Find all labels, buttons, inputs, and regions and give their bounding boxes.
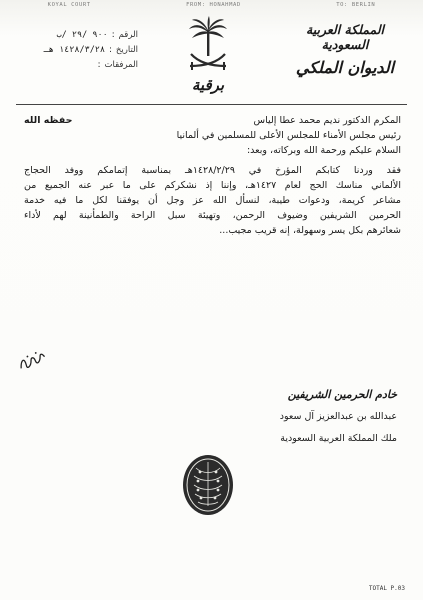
fax-page-total: TOTAL P.03 [368,585,405,592]
paragraph-line: شعائرهم بكل يسر وسهولة، إنه قريب مجيب... [219,225,401,236]
cable-label: برقية [191,76,225,94]
initials-scribble-icon [15,348,49,375]
letterhead-emblem [168,16,248,94]
honorific: حفظه الله [24,115,73,126]
attachments-label: المرفقات [104,60,138,70]
signature-block [280,384,397,450]
fax-header-fragment: TO: BERLIN [336,2,376,8]
signatory-role: ملك المملكة العربية السعودية [280,433,397,444]
kingdom-name: المملكة العربية السعودية [306,22,384,52]
greeting: السلام عليكم ورحمة الله وبركاته، وبعد: [246,145,401,156]
header-divider [16,104,407,105]
addressee-position: رئيس مجلس الأمناء للمجلس الأعلى للمسلمين في ألمانيا [176,130,401,141]
palm-and-swords-emblem-icon [186,16,230,74]
paragraph-line: الحرمين الشريفين وضيوف الرحمن، وتهيئة سبل الراحة والطمأنينة لهم لأداء [24,210,401,221]
fax-header-fragment: KOYAL COURT [47,2,91,8]
signatory-name: عبدالله بن عبدالعزيز آل سعود [279,411,397,422]
fax-header-fragment: FROM: HONAHMAD [186,2,241,8]
letterhead-issuer [285,22,405,77]
fax-transmission-header [0,0,423,10]
date-row: التاريخ : ١٤٢٨/٣/٢٨ هـ [43,45,138,55]
signatory-title: خادم الحرمين الشريفين [287,388,397,401]
paragraph-line: مشاعر كريمة، ودعوات طيبة، لنسأل الله عز وجل أن يوفقنا لكل ما فيه خدمة [24,195,401,206]
letter-paragraph [24,163,401,238]
reference-fields [18,30,138,75]
attachments-row: المرفقات : [97,60,138,70]
date-label: التاريخ [115,45,138,55]
reference-number-label: الرقم [118,30,138,40]
paragraph-line: فقد وردنا كتابكم المؤرخ في ١٤٢٨/٢/٢٩هـ بمناسبة إتمامكم ووفد الحجاج [24,165,401,176]
reference-number-value: ٩٠٠ /٢٩ /ب [56,30,108,40]
letter-body [24,113,401,238]
royal-seal [182,454,234,520]
addressee-row [24,113,401,128]
handwritten-initials [15,348,51,379]
date-value: ١٤٢٨/٣/٢٨ هـ [43,45,106,55]
paragraph-line: الألماني مناسك الحج لعام ١٤٢٧هـ، وإننا إذ نشكركم على ما عبر عنه الجميع من [24,180,401,191]
addressee: المكرم الدكتور نديم محمد عطا إلياس [253,115,401,126]
royal-seal-emblem-icon [182,454,234,516]
reference-number-row: الرقم : ٩٠٠ /٢٩ /ب [56,30,138,40]
royal-court-name: الديوان الملكي [295,58,395,77]
